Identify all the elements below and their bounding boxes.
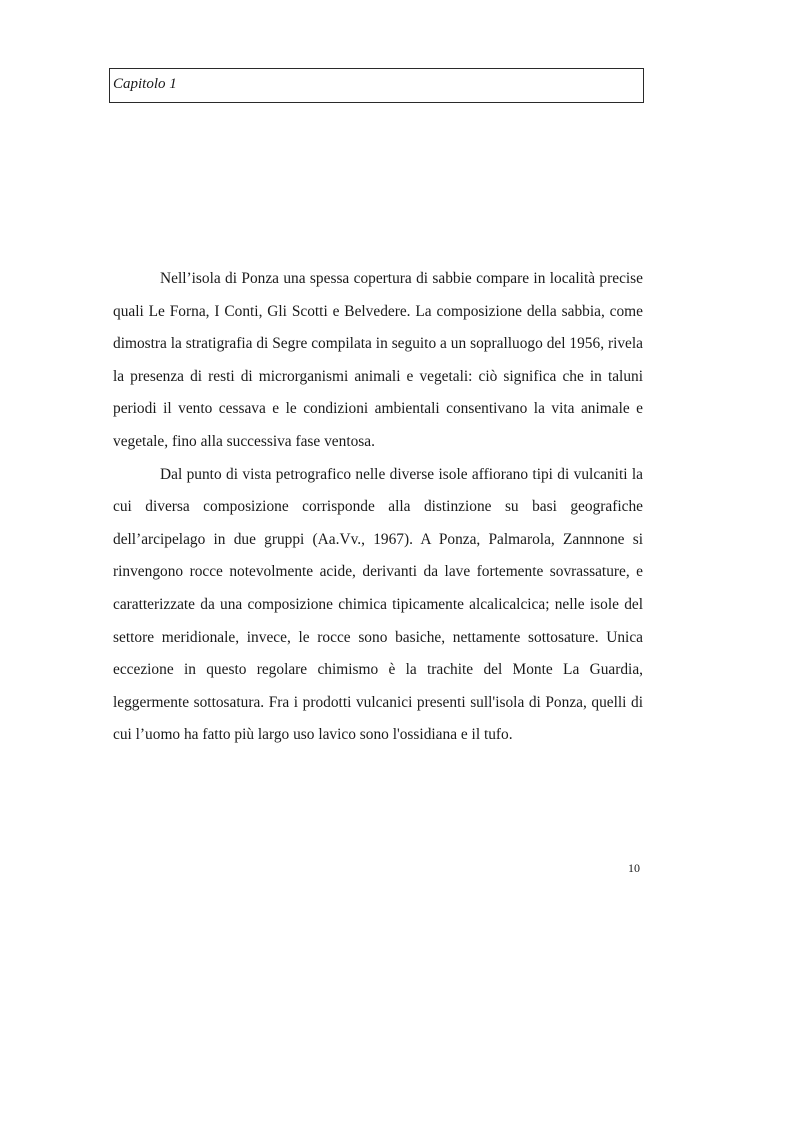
paragraph: Nell’isola di Ponza una spessa copertura di sabbie compare in località precise quali Le Forna, I Conti, Gli Scotti e Belvedere. La composizione della sabbia, come dimostra la stratigrafia di Segre compilata in seguito a un sopralluogo del 1956, rivela la presenza di resti di microrganismi animali e vegetali: ciò significa che in taluni periodi il vento cessava e le condizioni ambientali consentivano la vita animale e vegetale, fino alla successiva fase ventosa. [113, 270, 643, 450]
chapter-header-box [109, 68, 644, 103]
body-text [113, 263, 643, 752]
page-number: 10 [628, 861, 640, 875]
chapter-title: Capitolo 1 [113, 76, 177, 92]
paragraph: Dal punto di vista petrografico nelle diverse isole affiorano tipi di vulcaniti la cui diversa composizione corrisponde alla distinzione su basi geografiche dell’arcipelago in due gruppi (Aa.Vv., 1967). A Ponza, Palmarola, Zannnone si rinvengono rocce notevolmente acide, derivanti da lave fortemente sovrassature, e caratterizzate da una composizione chimica tipicamente alcalicalcica; nelle isole del settore meridionale, invece, le rocce sono basiche, nettamente sottosature. Unica eccezione in questo regolare chimismo è la trachite del Monte La Guardia, leggermente sottosatura. Fra i prodotti vulcanici presenti sull'isola di Ponza, quelli di cui l’uomo ha fatto più largo uso lavico sono l'ossidiana e il tufo. [113, 465, 643, 744]
